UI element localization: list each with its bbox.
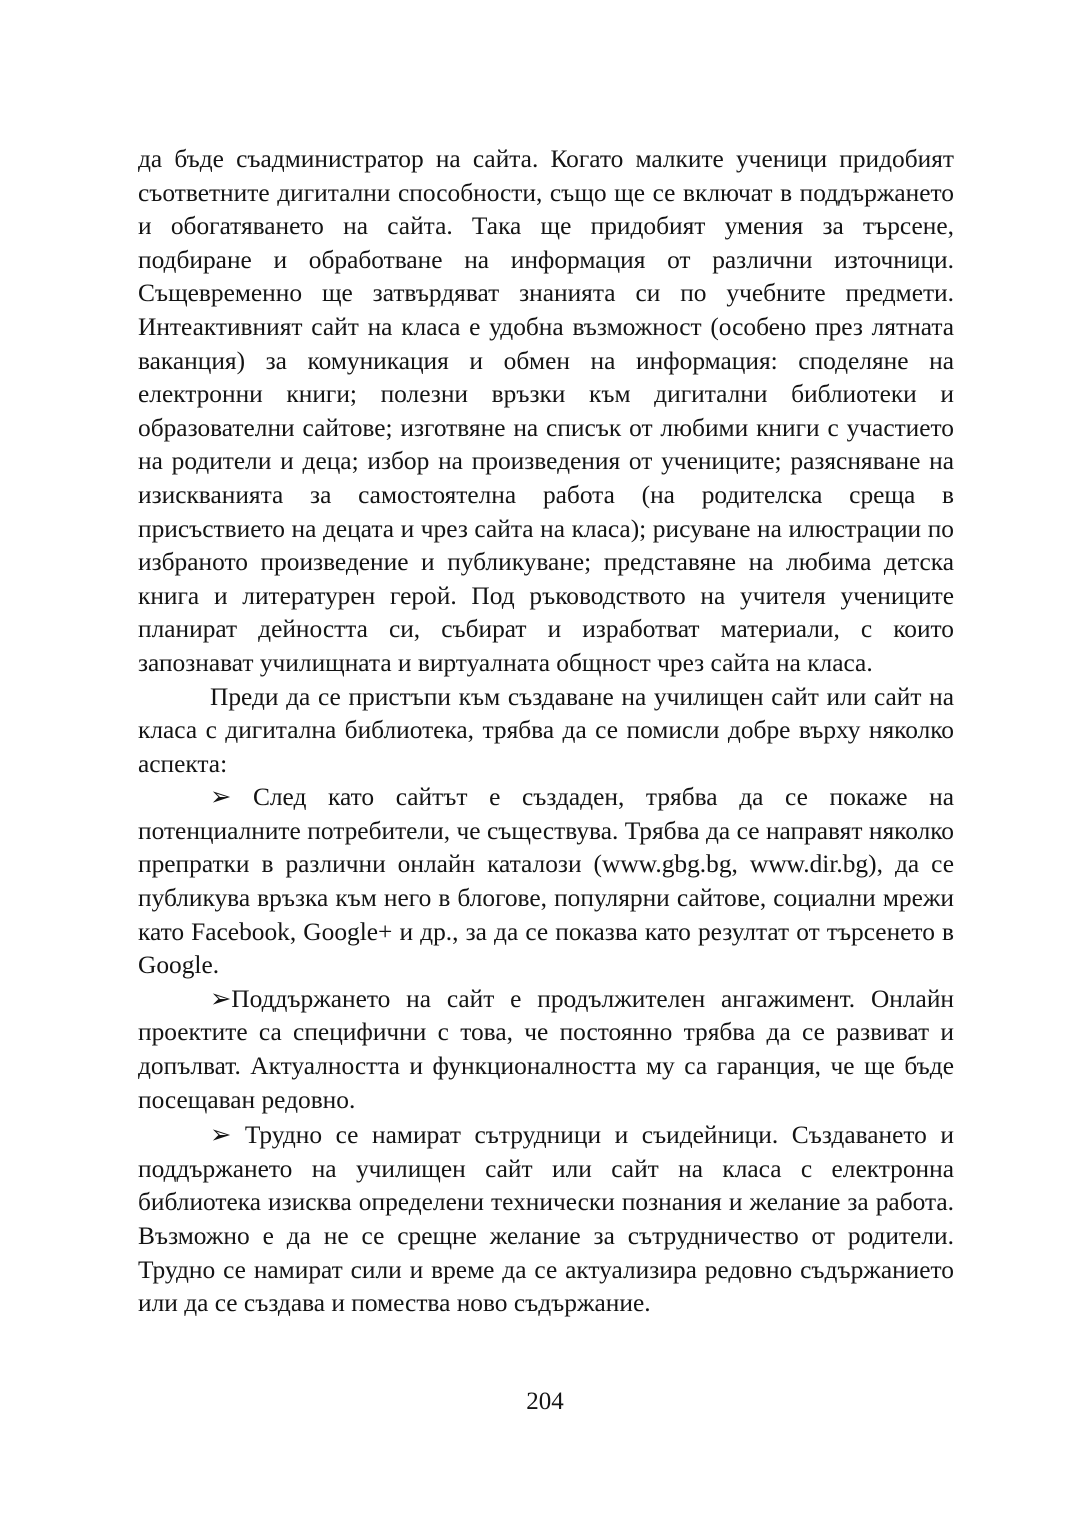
- arrow-bullet-icon: ➢: [210, 783, 232, 812]
- bullet-item-promotion: [138, 781, 954, 983]
- body-text: [138, 143, 954, 1321]
- paragraph-continuation: да бъде съадминистратор на сайта. Когато малките ученици придобият съответните дигитални способности, също ще се включат в поддържането и обогатяването на сайта. Така ще придобият умения за търсене, подбиране и обработване на информация от различни източници. Същевременно ще затвърдяват знанията си по учебните предмети. Интеактивният сайт на класа е удобна възможност (особено през лятната ваканция) за комуникация и обмен на информация: споделяне на електронни книги; полезни връзки към дигитални библиотеки и образователни сайтове; изготвяне на списък от любими книги с участието на родители и деца; избор на произведения от учениците; разясняване на изискванията за самостоятелна работа (на родителска среща в присъствието на децата и чрез сайта на класа); рисуване на илюстрации по избраното произведение и публикуване; представяне на любима детска книга и литературен герой. Под ръководството на учителя учениците планират дейността си, събират и изработват материали, с които запознават училищната и виртуалната общност чрез сайта на класа.: [138, 145, 954, 677]
- page-number: 204: [526, 1388, 564, 1415]
- bullet-text: След като сайтът е създаден, трябва да се покаже на потенциалните потребители, че съществува. Трябва да се направят няколко препратки в различни онлайн каталози (www.gbg.bg, www.dir.bg), да се публикува връзка към него в блогове, популярни сайтове, социални мрежи като Facebook, Google+ и др., за да се показва като резултат от търсенето в Google.: [138, 783, 954, 980]
- bullet-text: Трудно се намират сътрудници и съидейници. Създаването и поддържането на училищен сайт или сайт на класа с електронна библиотека изисква определени технически познания и желание за работа. Възможно е да не се срещне желание за сътрудничество от родители. Трудно се намират сили и време да се актуализира редовно съдържанието или да се създава и помества ново съдържание.: [138, 1121, 954, 1318]
- paragraph-intro-aspects: Преди да се пристъпи към създаване на училищен сайт или сайт на класа с дигитална библиотека, трябва да се помисли добре върху няколко аспекта:: [138, 682, 954, 778]
- arrow-bullet-icon: ➢: [210, 1121, 232, 1150]
- bullet-item-collaborators: [138, 1119, 954, 1321]
- bullet-text: Поддържането на сайт е продължителен ангажимент. Онлайн проектите са специфични с това, че постоянно трябва да се развиват и допълват. Актуалността и функционалността му са гаранция, че ще бъде посещаван редовно.: [138, 984, 954, 1114]
- bullet-item-maintenance: [138, 983, 954, 1117]
- arrow-bullet-icon: ➢: [210, 984, 232, 1013]
